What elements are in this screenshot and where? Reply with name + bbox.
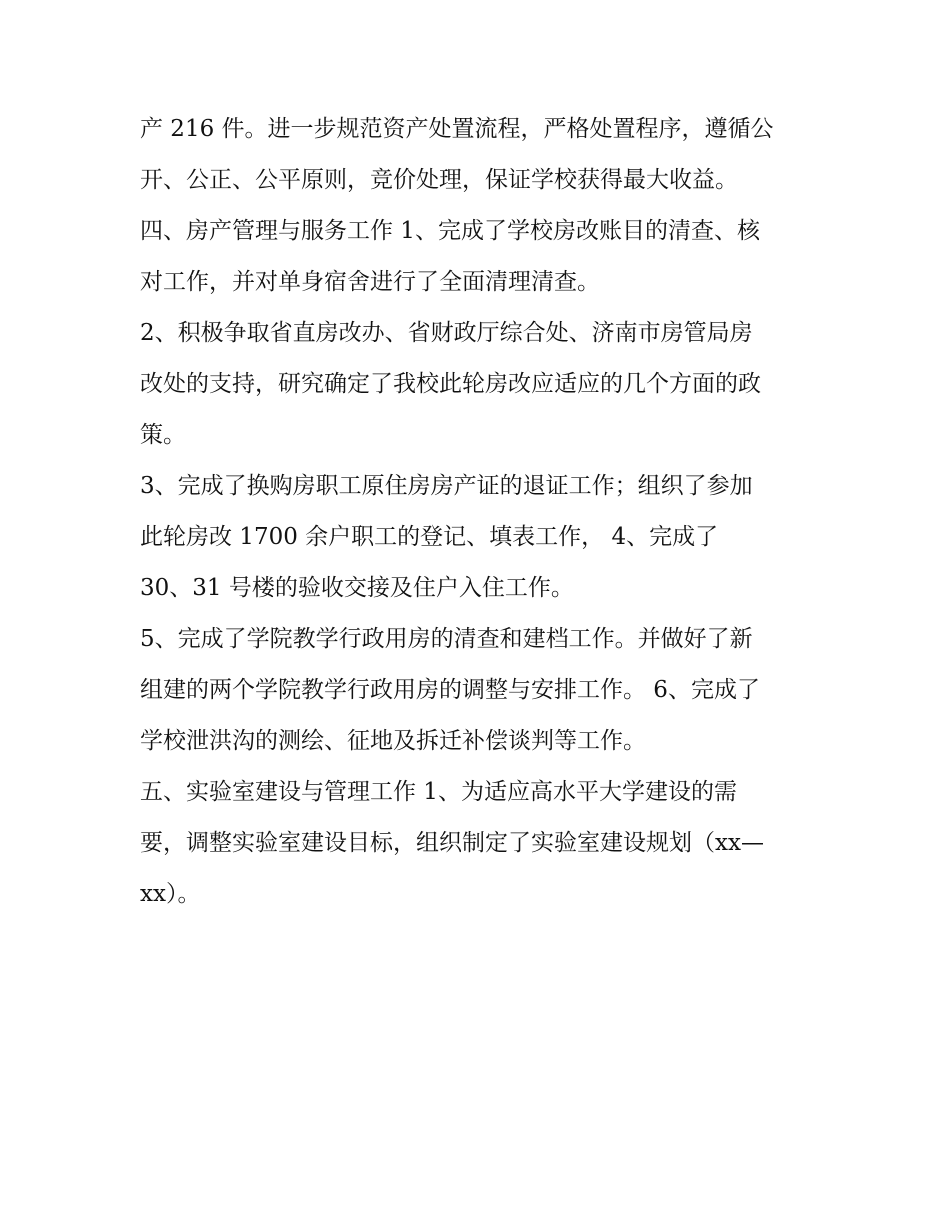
text-line: 开、公正、公平原则，竞价处理，保证学校获得最大收益。 [140,167,738,193]
text-line: 5、完成了学院教学行政用房的清查和建档工作。并做好了新 [140,626,753,652]
text-line: 组建的两个学院教学行政用房的调整与安排工作。 6、完成了 [140,677,760,703]
text-line: 策。 [140,422,186,448]
text-line: 四、房产管理与服务工作 1、完成了学校房改账目的清查、核 [140,218,760,244]
text-line: 对工作，并对单身宿舍进行了全面清理清查。 [140,269,600,295]
text-line: 学校泄洪沟的测绘、征地及拆迁补偿谈判等工作。 [140,728,646,754]
text-line: 五、实验室建设与管理工作 1、为适应高水平大学建设的需 [140,779,737,805]
text-line: 此轮房改 1700 余户职工的登记、填表工作， 4、完成了 [140,524,719,550]
text-line: xx）。 [140,881,201,907]
text-line: 2、积极争取省直房改办、省财政厅综合处、济南市房管局房 [140,320,753,346]
text-line: 改处的支持，研究确定了我校此轮房改应适应的几个方面的政 [140,371,761,397]
text-line: 30、31 号楼的验收交接及住户入住工作。 [140,575,574,601]
document-body [140,104,820,920]
text-line: 3、完成了换购房职工原住房房产证的退证工作；组织了参加 [140,473,753,499]
text-line: 要，调整实验室建设目标，组织制定了实验室建设规划（xx— [140,830,764,856]
text-line: 产 216 件。进一步规范资产处置流程，严格处置程序，遵循公 [140,116,774,142]
